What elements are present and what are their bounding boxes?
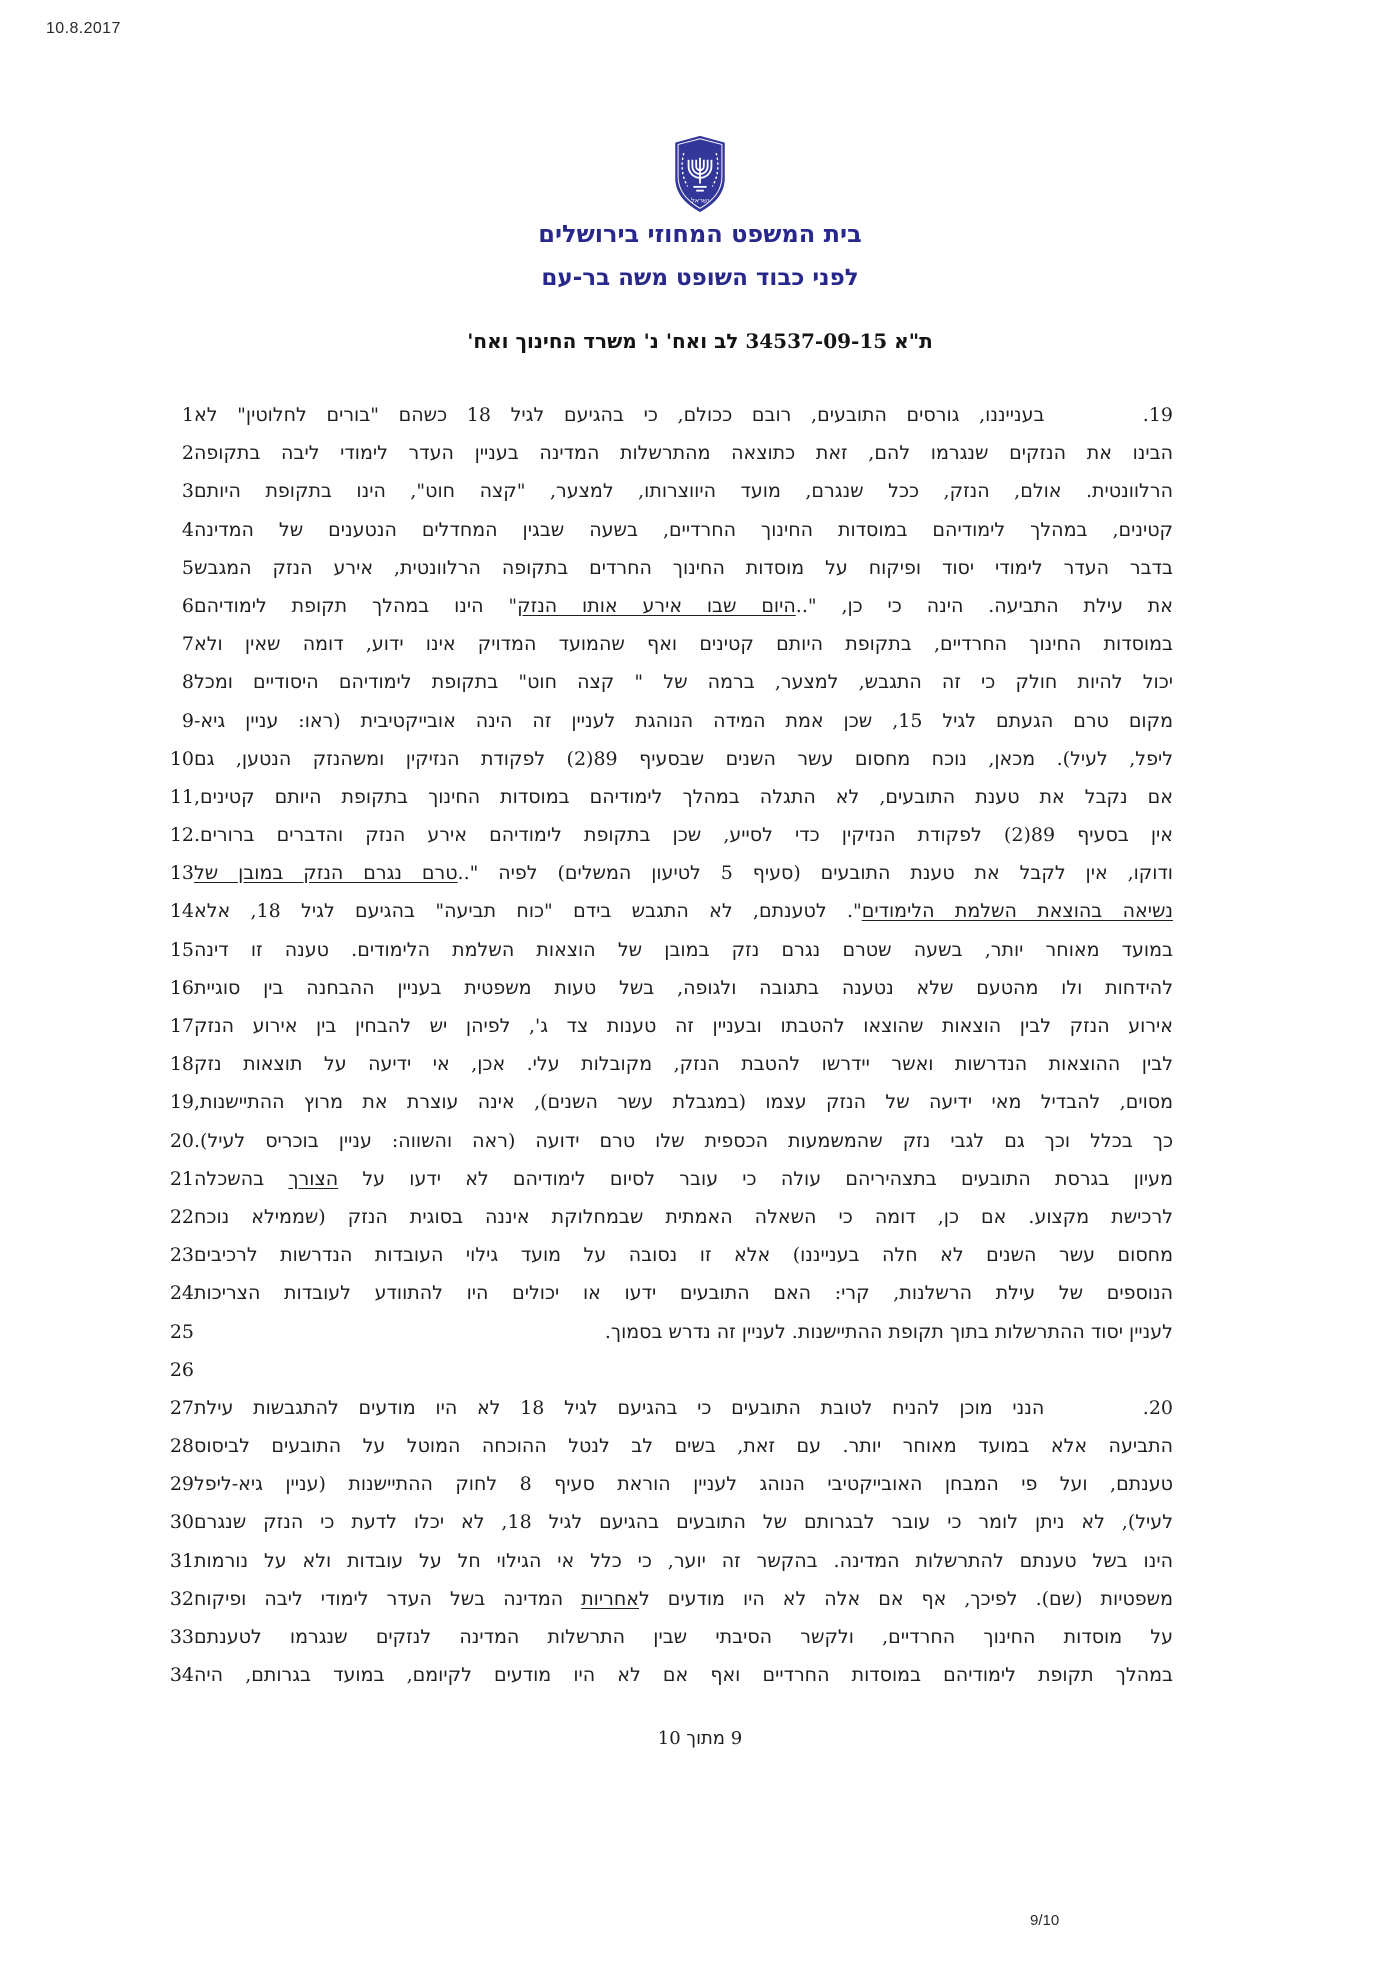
underlined-phrase: היום שבו אירע אותו הנזק (517, 594, 796, 617)
text-segment: מחסום עשר השנים לא חלה בענייננו) אלא זו נסובה על מועד גילוי העובדות הנדרשות לרכיבים (194, 1244, 1173, 1267)
line-number: 29 (169, 1473, 194, 1496)
line-number: 4 (181, 518, 194, 541)
line-number: 30 (169, 1511, 194, 1534)
line-text (194, 854, 1173, 892)
line-text (194, 625, 1173, 663)
line-number: 18 (169, 1053, 194, 1076)
line-number: 22 (169, 1205, 194, 1228)
text-segment: לעיל), לא ניתן לומר כי עובר לבגרותם של התובעים בהגיעם לגיל 18, לא יכלו לדעת כי הנזק שנגרם (194, 1511, 1173, 1534)
line-text (194, 1427, 1173, 1465)
text-segment: לרכישת מקצוע. אם כן, דומה כי השאלה האמתית שבמחלוקת איננה בסוגית הנזק (שממילא נוכח (194, 1205, 1173, 1228)
text-segment: כך בכלל וכך גם לגבי נזק שהמשמעות הכספית שלו טרם ידועה (ראה והשווה: עניין בוכריס לעיל). (194, 1129, 1173, 1152)
body-line (160, 931, 1187, 969)
line-text (194, 1580, 1173, 1618)
body-line (160, 1236, 1187, 1274)
text-segment: ". לטענתם, לא התגבש בידם "כוח תביעה" בהגיעם לגיל 18, אלא (194, 900, 862, 923)
line-number: 17 (169, 1015, 194, 1037)
judge-line: לפני כבוד השופט משה בר-עם (541, 265, 859, 291)
body-line (160, 816, 1187, 854)
line-number: 20 (169, 1129, 194, 1152)
text-segment: מקום טרם הגעתם לגיל 15, שכן אמת המידה הנוהגת לעניין זה הינה אובייקטיבית (ראו: עניין גיא- (194, 709, 1173, 732)
line-text (194, 1656, 1173, 1694)
line-text (194, 1045, 1173, 1083)
line-text (194, 511, 1173, 549)
text-segment: 20. הנני מוכן להניח לטובת התובעים כי בהגיעם לגיל 18 לא היו מודעים להתגבשות עילת (194, 1396, 1174, 1419)
line-text (194, 1007, 1173, 1045)
line-number: 6 (181, 594, 194, 617)
line-number: 5 (181, 556, 194, 579)
line-text (194, 778, 1173, 816)
line-number: 9 (181, 709, 194, 732)
line-text (194, 587, 1173, 625)
line-text (194, 1389, 1173, 1427)
body-line (160, 625, 1187, 663)
line-text (194, 702, 1173, 740)
line-text (194, 472, 1173, 510)
body-line (160, 1045, 1187, 1083)
underlined-phrase: אחריות (581, 1587, 639, 1610)
body-line (160, 511, 1187, 549)
line-number: 33 (169, 1626, 194, 1648)
line-number: 15 (169, 938, 194, 961)
text-segment: " הינו במהלך תקופת לימודיהם (194, 594, 518, 617)
body-line (160, 1580, 1187, 1618)
line-number: 3 (181, 480, 194, 503)
text-segment: המדינה בשל העדר לימודי ליבה ופיקוח (194, 1587, 582, 1610)
line-text (194, 1198, 1173, 1236)
line-text (194, 663, 1173, 701)
line-number: 13 (169, 862, 194, 885)
line-text (194, 1351, 1173, 1389)
body-line (160, 740, 1187, 778)
text-segment: טענתם, ועל פי המבחן האובייקטיבי הנוהג לעניין הוראת סעיף 8 לחוק ההתיישנות (עניין גיא-ליפל (194, 1473, 1173, 1496)
body-line (160, 472, 1187, 510)
text-segment: לבין ההוצאות הנדרשות ואשר יידרשו להטבת הנזק, מקובלות עלי. אכן, אי ידיעה על תוצאות נזק (194, 1053, 1173, 1076)
line-text (194, 1274, 1173, 1312)
body-line (160, 702, 1187, 740)
body-lines (160, 396, 1187, 1694)
page-x-of-y: 9 מתוך 10 (657, 1728, 743, 1749)
body-line (160, 1503, 1187, 1541)
underlined-phrase: טרם נגרם הנזק במובן של (194, 862, 458, 885)
line-number: 12 (169, 824, 194, 847)
line-text (194, 1160, 1173, 1198)
text-segment: בדבר העדר לימודי יסוד ופיקוח על מוסדות החינוך החרדים בתקופה הרלוונטית, אירע הנזק המגבש (194, 556, 1173, 579)
line-text (194, 1542, 1173, 1580)
line-text (194, 1503, 1173, 1541)
line-number: 31 (169, 1549, 194, 1572)
text-segment: ודוקו, אין לקבל את טענת התובעים (סעיף 5 לטיעון המשלים) לפיה ".. (457, 862, 1173, 885)
text-segment: קטינים, במהלך לימודיהם במוסדות החינוך החרדיים, בשעה שבגין המחדלים הנטענים של המדינה (194, 518, 1173, 541)
line-number: 16 (169, 976, 194, 999)
line-text (194, 396, 1173, 434)
text-segment: מסוים, להבדיל מאי ידיעה של הנזק עצמו (במגבלת עשר השנים), אינה עוצרת את מרוץ ההתיישנות, (194, 1091, 1173, 1114)
line-text (194, 892, 1173, 930)
text-segment: יכול להיות חולק כי זה התגבש, למצער, ברמה של " קצה חוט" בתקופת לימודיהם היסודיים ומכל (194, 671, 1173, 694)
text-segment: במהלך תקופת לימודיהם במוסדות החרדיים ואף אם לא היו מודעים לקיומם, במועד בגרותם, היה (194, 1664, 1173, 1687)
line-number: 11 (169, 785, 194, 808)
line-text (194, 1313, 1173, 1351)
line-text (194, 1465, 1173, 1503)
line-number: 24 (169, 1282, 194, 1305)
case-caption: ת"א 34537-09-15 לב ואח' נ' משרד החינוך ואח' (467, 329, 933, 353)
body-line (160, 1542, 1187, 1580)
underlined-phrase: הצורך (288, 1167, 339, 1190)
line-number: 10 (169, 747, 194, 770)
text-segment: בהשכלה (194, 1167, 289, 1190)
line-text (194, 1122, 1173, 1160)
line-text (194, 549, 1173, 587)
body-line (160, 1465, 1187, 1503)
text-segment: את עילת התביעה. הינה כי כן, ".. (795, 594, 1173, 617)
line-number: 7 (181, 633, 194, 656)
text-segment: הבינו את הנזקים שנגרמו להם, זאת כתוצאה מהתרשלות המדינה בעניין העדר לימודי ליבה בתקופה (194, 442, 1173, 465)
body-line (160, 1351, 1187, 1389)
body-line (160, 778, 1187, 816)
line-number: 26 (169, 1358, 194, 1381)
body-line (160, 1160, 1187, 1198)
text-segment: הינו בשל טענתם להתרשלות המדינה. בהקשר זה יוער, כי כלל אי הגילוי חל על עובדות ולא על נורמות (194, 1549, 1173, 1572)
line-text (194, 816, 1173, 854)
body-line (160, 1313, 1187, 1351)
body-line (160, 1389, 1187, 1427)
line-text (194, 931, 1173, 969)
text-segment: על מוסדות החינוך החרדיים, ולקשר הסיבתי שבין התרשלות המדינה לנזקים שנגרמו לטענתם (194, 1626, 1173, 1648)
body-line (160, 1007, 1187, 1045)
body-line (160, 549, 1187, 587)
body-line (160, 587, 1187, 625)
text-segment: לעניין יסוד ההתרשלות בתוך תקופת ההתיישנות. לעניין זה נדרש בסמוך. (604, 1320, 1173, 1343)
body-line (160, 1198, 1187, 1236)
body-line (160, 434, 1187, 472)
print-date: 10.8.2017 (46, 20, 121, 37)
line-number: 2 (181, 442, 194, 465)
court-name-title: בית המשפט המחוזי בירושלים (538, 220, 862, 248)
text-segment: הרלוונטית. אולם, הנזק, ככל שנגרם, מועד היווצרותו, למצער, "קצה חוט", הינו בתקופת היותם (194, 480, 1173, 503)
body-line (160, 1274, 1187, 1312)
text-segment: ליפל, לעיל). מכאן, נוכח מחסום עשר השנים שבסעיף 89(2) לפקודת הנזיקין ומשהנזק הנטען, גם (194, 747, 1173, 770)
line-number: 19 (169, 1091, 194, 1114)
line-text (194, 1618, 1173, 1656)
text-segment: אם נקבל את טענת התובעים, לא התגלה במהלך לימודיהם במוסדות החינוך בתקופת היותם קטינים, (194, 785, 1173, 808)
body-line (160, 1656, 1187, 1694)
body-line (160, 1618, 1187, 1656)
text-segment: 19. בענייננו, גורסים התובעים, רובם ככולם, כי בהגיעם לגיל 18 כשהם "בורים לחלוטין" לא (194, 404, 1174, 426)
text-segment: מעיון בגרסת התובעים בתצהיריהם עולה כי עובר לסיום לימודיהם לא ידעו על (338, 1167, 1173, 1190)
israel-state-emblem-icon (671, 134, 729, 214)
text-segment: אין בסעיף 89(2) לפקודת הנזיקין כדי לסייע, שכן בתקופת לימודיהם אירע הנזק והדברים ברורים. (194, 824, 1173, 847)
underlined-phrase: נשיאה בהוצאת השלמת הלימודים (861, 900, 1174, 923)
body-line (160, 396, 1187, 434)
text-segment: במוסדות החינוך החרדיים, בתקופת היותם קטינים ואף שהמועד המדויק אינו ידוע, דומה שאין ולא (194, 633, 1173, 656)
body-line (160, 1083, 1187, 1121)
line-number: 34 (169, 1664, 194, 1687)
line-number: 14 (169, 900, 194, 923)
line-number: 28 (169, 1435, 194, 1458)
line-text (194, 740, 1173, 778)
text-segment: משפטיות (שם). לפיכך, אף אם אלה לא היו מודעים ל (638, 1587, 1173, 1610)
text-segment: התביעה אלא במועד מאוחר יותר. עם זאת, בשים לב לנטל ההוכחה המוטל על התובעים לביסוס (194, 1435, 1173, 1458)
line-number: 32 (169, 1587, 194, 1610)
line-text (194, 969, 1173, 1007)
body-line (160, 1122, 1187, 1160)
line-number: 27 (169, 1396, 194, 1419)
text-segment: במועד מאוחר יותר, בשעה שטרם נגרם נזק במובן של הוצאות השלמת הלימודים. טענה זו דינה (194, 938, 1173, 961)
body-line (160, 854, 1187, 892)
line-number: 1 (181, 404, 194, 426)
body-line (160, 1427, 1187, 1465)
line-number: 21 (169, 1167, 194, 1190)
body-line (160, 969, 1187, 1007)
text-segment: להידחות ולו מהטעם שלא נטענה בתגובה ולגופה, בשל טעות משפטית בעניין ההבחנה בין סוגיית (194, 976, 1173, 999)
line-text (194, 434, 1173, 472)
line-number: 23 (169, 1244, 194, 1267)
corner-page-number: 9/10 (1030, 1912, 1060, 1929)
line-text (194, 1083, 1173, 1121)
body-line (160, 663, 1187, 701)
text-segment: אירוע הנזק לבין הוצאות שהוצאו להטבתו ובעניין זה טענות צד ג', לפיהן יש להבחין בין אירוע הנזק (194, 1015, 1173, 1037)
line-number: 8 (181, 671, 194, 694)
line-number: 25 (169, 1320, 194, 1343)
svg-text:ישראל: ישראל (690, 196, 710, 205)
body-line (160, 892, 1187, 930)
text-segment: הנוספים של עילת הרשלנות, קרי: האם התובעים ידעו או יכולים היו להתוודע לעובדות הצריכות (194, 1282, 1173, 1305)
line-text (194, 1236, 1173, 1274)
